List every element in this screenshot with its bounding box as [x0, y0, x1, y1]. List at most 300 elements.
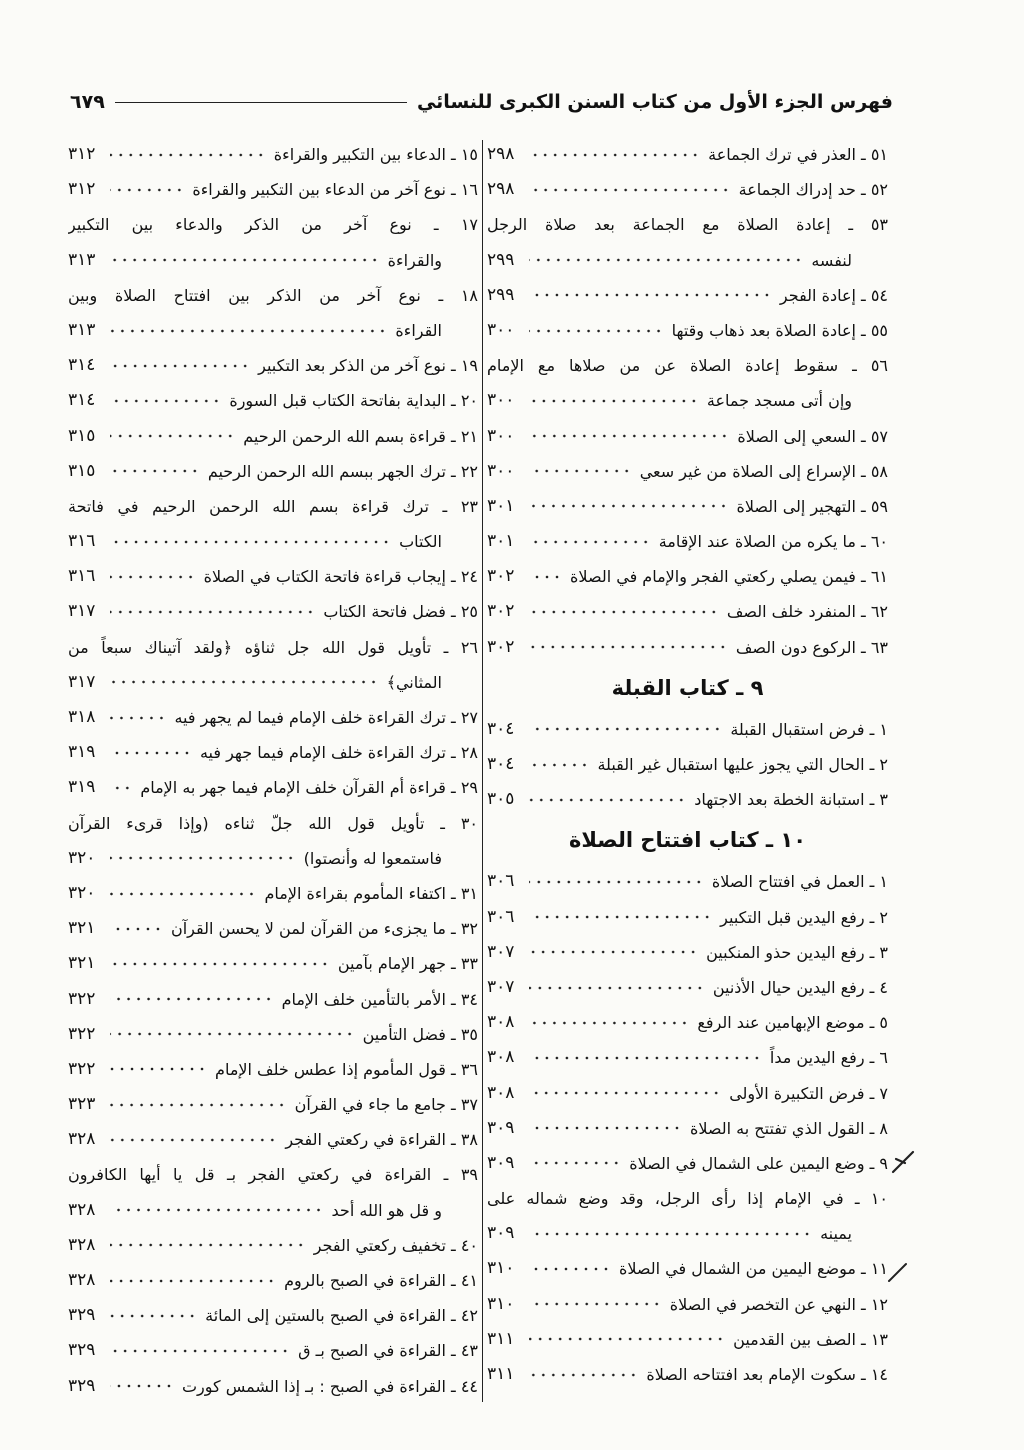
right-column — [487, 137, 888, 1392]
entry-title: ١٢ ـ النهي عن التخصر في الصلاة — [669, 1294, 888, 1314]
entry-title-line: ١٨ ـ نوع آخر من الذكر بين افتتاح الصلاة وبين — [68, 285, 478, 305]
entry-title: و قل هو الله أحد — [331, 1200, 442, 1220]
entry-title: ١٥ ـ الدعاء بين التكبير والقراءة — [273, 145, 478, 164]
entry-title: ٨ ـ القول الذي تفتتح به الصلاة — [689, 1118, 888, 1138]
header-rule — [115, 102, 407, 103]
entry-page: ٣٢٩ — [68, 1340, 96, 1361]
running-header — [70, 84, 893, 120]
entry-title: ٦١ ـ فيمن يصلي ركعتي الفجر والإمام في الصلاة — [570, 567, 888, 587]
dot-leader — [110, 1100, 287, 1110]
entry-row — [487, 594, 888, 629]
dot-leader — [529, 1088, 721, 1098]
index-entry — [487, 594, 888, 629]
entry-page: ٣٢١ — [68, 953, 96, 974]
entry-page: ٣٠٠ — [487, 390, 515, 411]
index-entry — [68, 489, 478, 559]
dot-leader — [529, 607, 719, 617]
entry-page: ٣٠٦ — [487, 871, 515, 892]
index-entry — [68, 700, 478, 735]
entry-title: المثاني﴾ — [386, 672, 442, 692]
index-entry — [68, 1263, 478, 1298]
entry-page: ٣٢٨ — [68, 1270, 96, 1290]
entry-title: ٢٤ ـ إيجاب قراءة فاتحة الكتاب في الصلاة — [203, 567, 478, 587]
entry-title: ١ ـ العمل في افتتاح الصلاة — [711, 872, 888, 892]
entry-page: ٣٠٨ — [487, 1047, 515, 1068]
dot-leader — [110, 607, 315, 617]
entry-page: ٣١٢ — [68, 179, 96, 200]
entry-page: ٣٠٢ — [487, 636, 515, 657]
dot-leader — [110, 748, 192, 758]
entry-row — [68, 876, 478, 911]
dot-leader — [110, 466, 200, 476]
entry-page: ٣١٩ — [68, 777, 96, 798]
index-entry — [68, 454, 478, 489]
index-entry — [487, 1076, 888, 1111]
index-entry — [68, 1298, 478, 1333]
entry-row — [487, 1076, 888, 1111]
entry-title: ٣٨ ـ القراءة في ركعتي الفجر — [285, 1130, 478, 1150]
entry-page: ٣١٨ — [68, 707, 96, 727]
index-entry — [68, 207, 478, 277]
index-entry — [68, 1333, 478, 1368]
entry-page: ٣١١ — [487, 1364, 515, 1384]
index-entry — [487, 489, 888, 524]
dot-leader — [110, 1029, 355, 1039]
entry-title: ١١ ـ موضع اليمين من الشمال في الصلاة — [618, 1259, 888, 1279]
entry-row — [68, 770, 478, 805]
entry-title: ٤ ـ رفع اليدين حيال الأذنين — [712, 977, 888, 997]
entry-page: ٣٠٩ — [487, 1223, 515, 1244]
index-entry — [68, 348, 478, 383]
entry-title: ٤١ ـ القراءة في الصبح بالروم — [284, 1271, 478, 1290]
dot-leader — [529, 983, 705, 993]
dot-leader — [529, 642, 728, 652]
entry-row — [68, 946, 478, 981]
entry-page: ٣٠٦ — [487, 906, 515, 927]
left-column — [68, 137, 478, 1404]
entry-page: ٣١٠ — [487, 1293, 515, 1314]
entry-title-line: ٥٣ ـ إعادة الصلاة مع الجماعة بعد صلاة الرجل — [487, 215, 888, 235]
dot-leader — [110, 255, 380, 265]
index-entry — [68, 770, 478, 805]
entry-page: ٣٢٢ — [68, 1058, 96, 1079]
entry-page: ٣٢٠ — [68, 882, 96, 903]
entry-row — [68, 348, 478, 383]
entry-page: ٢٩٨ — [487, 144, 515, 164]
dot-leader — [110, 185, 184, 195]
dot-leader — [110, 396, 221, 406]
entry-title: ٢١ ـ قراءة بسم الله الرحمن الرحيم — [243, 426, 478, 446]
entry-row — [68, 419, 478, 454]
entry-row — [68, 665, 478, 700]
dot-leader — [529, 1053, 762, 1063]
entry-title: ٢٨ ـ ترك القراءة خلف الإمام فيما جهر فيه — [199, 743, 478, 763]
dot-leader — [529, 1334, 725, 1344]
entry-page: ٣٠٠ — [487, 460, 515, 481]
index-entry — [487, 782, 888, 817]
entry-row — [487, 419, 888, 454]
entry-page: ٣٠٠ — [487, 425, 515, 446]
entry-title: ٣١ ـ اكتفاء المأموم بقراءة الإمام — [264, 883, 478, 903]
entry-row — [68, 700, 478, 735]
index-entry — [68, 1122, 478, 1157]
entry-page: ٣٠٤ — [487, 718, 515, 739]
entry-title: ٦٢ ـ المنفرد خلف الصف — [726, 602, 888, 622]
index-entry — [487, 900, 888, 935]
entry-title: ٢ ـ الحال التي يجوز عليها استقبال غير القبلة — [597, 755, 888, 774]
entry-title: ٢٥ ـ فضل فاتحة الكتاب — [323, 602, 478, 622]
entry-page: ٣٠٢ — [487, 601, 515, 622]
dot-leader — [529, 1123, 682, 1133]
index-entry — [487, 172, 888, 207]
dot-leader — [110, 853, 296, 863]
pen-check-mark-icon — [893, 1152, 913, 1172]
entry-row — [68, 524, 478, 559]
entry-row — [68, 1333, 478, 1368]
entry-title: ٥١ ـ العذر في ترك الجماعة — [708, 145, 888, 164]
dot-leader — [110, 889, 256, 899]
index-entry — [68, 278, 478, 348]
entry-row — [68, 841, 478, 876]
entry-row — [487, 524, 888, 559]
entry-row — [487, 712, 888, 747]
entry-title: ٣ ـ رفع اليدين حذو المنكبين — [706, 942, 888, 962]
entry-page: ٣١٢ — [68, 144, 96, 164]
entry-row — [487, 935, 888, 970]
entry-row — [68, 137, 478, 172]
dot-leader — [529, 537, 651, 547]
entry-row — [68, 313, 478, 348]
entry-page: ٣٠٧ — [487, 941, 515, 962]
entry-page: ٣١٦ — [68, 531, 96, 552]
entry-title: ٢٠ ـ البداية بفاتحة الكتاب قبل السورة — [229, 391, 478, 411]
entry-row — [68, 172, 478, 207]
index-entry — [68, 982, 478, 1017]
dot-leader — [529, 431, 729, 441]
entry-title: ٦ ـ رفع اليدين مداً — [769, 1048, 888, 1068]
pen-stroke-mark-icon — [889, 1264, 906, 1281]
entry-title: ٥٩ ـ التهجير إلى الصلاة — [736, 496, 888, 516]
dot-leader — [110, 677, 379, 687]
entry-title: ٥ ـ موضع الإبهامين عند الرفع — [697, 1013, 888, 1033]
entry-row — [487, 278, 888, 313]
index-entry — [487, 630, 888, 665]
entry-page: ٣٠٥ — [487, 789, 515, 810]
page-number: ٦٧٩ — [70, 91, 105, 113]
dot-leader — [529, 326, 664, 336]
entry-page: ٣١٣ — [68, 249, 96, 270]
entry-title: ٤٢ ـ القراءة في الصبح بالستين إلى المائة — [205, 1306, 478, 1326]
dot-leader — [529, 1370, 638, 1380]
dot-leader — [529, 1018, 689, 1028]
entry-page: ٣١٤ — [68, 390, 96, 411]
index-entry — [68, 594, 478, 629]
dot-leader — [529, 1264, 611, 1274]
index-entry — [68, 735, 478, 770]
entry-page: ٣١٦ — [68, 566, 96, 587]
dot-leader — [110, 924, 163, 934]
index-entry — [487, 935, 888, 970]
dot-leader — [110, 1381, 174, 1391]
entry-page: ٣٢٨ — [68, 1199, 96, 1220]
dot-leader — [110, 1240, 306, 1250]
entry-page: ٣٢٩ — [68, 1305, 96, 1326]
entry-row — [487, 243, 888, 278]
entry-page: ٣٠٨ — [487, 1012, 515, 1033]
entry-page: ٣١٣ — [68, 319, 96, 340]
dot-leader — [110, 1135, 277, 1145]
dot-leader — [529, 947, 698, 957]
entry-title-line: ٢٦ ـ تأويل قول الله جل ثناؤه ﴿ولقد آتيناك سبعاً من — [68, 637, 478, 657]
index-entry — [487, 1322, 888, 1357]
entry-page: ٣٢٨ — [68, 1129, 96, 1150]
entry-page: ٣١٩ — [68, 742, 96, 763]
entry-row — [487, 559, 888, 594]
entry-row — [487, 454, 888, 489]
entry-title: ٣ ـ استبانة الخطة بعد الاجتهاد — [694, 790, 888, 810]
entry-row — [68, 1052, 478, 1087]
index-entry — [487, 1040, 888, 1075]
dot-leader — [529, 1158, 621, 1168]
entry-page: ٣١٠ — [487, 1258, 515, 1279]
entry-title: ١٦ ـ نوع آخر من الدعاء بين التكبير والقراءة — [192, 180, 478, 200]
entry-title: ٤٤ ـ القراءة في الصبح : بـ إذا الشمس كورت — [181, 1376, 478, 1396]
index-entry — [487, 207, 888, 277]
entry-title-line: ٢٣ ـ ترك قراءة بسم الله الرحمن الرحيم في فاتحة — [68, 496, 478, 516]
index-entry — [68, 1052, 478, 1087]
index-entry — [68, 1369, 478, 1404]
column-divider — [482, 140, 483, 1402]
entry-row — [487, 630, 888, 665]
dot-leader — [110, 713, 166, 723]
index-entry — [487, 970, 888, 1005]
dot-leader — [529, 760, 589, 770]
entry-row — [487, 747, 888, 782]
dot-leader — [110, 1064, 207, 1074]
entry-row — [487, 1111, 888, 1146]
entry-title: ١٩ ـ نوع آخر من الذكر بعد التكبير — [258, 356, 478, 376]
index-entry — [487, 348, 888, 418]
index-entry — [68, 946, 478, 981]
entry-row — [487, 383, 888, 418]
entry-page: ٣٠١ — [487, 531, 515, 552]
running-header-title: فهرس الجزء الأول من كتاب السنن الكبرى للنسائي — [416, 91, 893, 113]
entry-row — [68, 243, 478, 278]
index-entry — [487, 137, 888, 172]
dot-leader — [110, 150, 266, 160]
index-entry — [68, 630, 478, 700]
index-entry — [487, 278, 888, 313]
entry-row — [68, 594, 478, 629]
dot-leader — [110, 572, 196, 582]
entry-row — [487, 782, 888, 817]
entry-row — [487, 1322, 888, 1357]
entry-row — [68, 1017, 478, 1052]
index-entry — [487, 712, 888, 747]
entry-row — [68, 559, 478, 594]
entry-title: ٧ ـ فرض التكبيرة الأولى — [729, 1083, 888, 1103]
index-entry — [68, 383, 478, 418]
index-entry — [487, 1181, 888, 1251]
entry-page: ٣٢٣ — [68, 1094, 96, 1115]
entry-row — [487, 1287, 888, 1322]
dot-leader — [529, 572, 562, 582]
entry-title: ٦٠ ـ ما يكره من الصلاة عند الإقامة — [658, 532, 888, 552]
entry-row — [487, 900, 888, 935]
entry-title: ٣٦ ـ قول المأموم إذا عطس خلف الإمام — [215, 1059, 478, 1079]
entry-page: ٣٠٩ — [487, 1152, 515, 1173]
entry-page: ٢٩٨ — [487, 179, 515, 200]
entry-row — [68, 383, 478, 418]
entry-row — [487, 1040, 888, 1075]
entry-row — [487, 172, 888, 207]
entry-page: ٣١٥ — [68, 425, 96, 446]
entry-page: ٣١٥ — [68, 460, 96, 481]
dot-leader — [529, 1229, 812, 1239]
entry-title: ٥٨ ـ الإسراع إلى الصلاة من غير سعي — [639, 461, 888, 481]
entry-page: ٣١١ — [487, 1328, 515, 1349]
chapter-heading: ١٠ ـ كتاب افتتاح الصلاة — [568, 828, 807, 853]
entry-page: ٣٢٠ — [68, 847, 96, 868]
entry-title: فاستمعوا له وأنصتوا) — [303, 848, 442, 868]
dot-leader — [529, 1299, 662, 1309]
entry-title-line: ١٠ ـ في الإمام إذا رأى الرجل، وقد وضع شماله على — [487, 1189, 888, 1209]
index-entry — [487, 1357, 888, 1392]
entry-page: ٣٢١ — [68, 918, 96, 939]
entry-row — [487, 970, 888, 1005]
entry-row — [68, 1263, 478, 1298]
entry-title: ٥٢ ـ حد إدراك الجماعة — [738, 180, 888, 200]
entry-title: يمينه — [820, 1224, 852, 1244]
index-entry — [68, 137, 478, 172]
dot-leader — [529, 795, 686, 805]
entry-page: ٢٩٩ — [487, 249, 515, 270]
entry-page: ٣٠١ — [487, 495, 515, 516]
entry-page: ٣٠٢ — [487, 566, 515, 587]
dot-leader — [529, 912, 712, 922]
entry-title: والقراءة — [387, 250, 442, 270]
entry-title: ٥٥ ـ إعادة الصلاة بعد ذهاب وقتها — [671, 320, 888, 340]
index-entry — [487, 864, 888, 899]
index-entry — [487, 1146, 888, 1181]
entry-page: ٣٢٢ — [68, 1023, 96, 1044]
entry-row — [487, 1005, 888, 1040]
entry-title: القراءة — [395, 320, 442, 340]
entry-row — [68, 1228, 478, 1263]
entry-row — [68, 454, 478, 489]
entry-page: ٣٢٩ — [68, 1375, 96, 1396]
index-entry — [487, 1287, 888, 1322]
dot-leader — [529, 466, 632, 476]
entry-page: ٣٠٤ — [487, 754, 515, 774]
entry-row — [487, 1216, 888, 1251]
entry-title: ٢٢ ـ ترك الجهر ببسم الله الرحمن الرحيم — [207, 461, 478, 481]
entry-title: ٣٢ ـ ما يجزىء من القرآن لمن لا يحسن القرآن — [170, 919, 478, 939]
entry-row — [68, 735, 478, 770]
dot-leader — [110, 326, 387, 336]
entry-page: ٣٠٨ — [487, 1082, 515, 1103]
index-entry — [487, 524, 888, 559]
entry-row — [487, 1146, 888, 1181]
dot-leader — [110, 1276, 276, 1286]
entry-title: ٦٣ ـ الركوع دون الصف — [735, 637, 888, 657]
entry-page: ٢٩٩ — [487, 284, 515, 305]
entry-row — [68, 1122, 478, 1157]
dot-leader — [529, 396, 699, 406]
entry-title: ٢ ـ رفع اليدين قبل التكبير — [720, 907, 888, 927]
index-entry — [487, 1005, 888, 1040]
dot-leader — [110, 361, 250, 371]
entry-title-line: ٣٠ ـ تأويل قول الله جلّ ثناءه (وإذا قرىء القرآن — [68, 813, 478, 833]
dot-leader — [529, 724, 722, 734]
index-entry — [487, 419, 888, 454]
entry-row — [68, 1298, 478, 1333]
index-entry — [68, 876, 478, 911]
entry-row — [487, 313, 888, 348]
index-entry — [487, 313, 888, 348]
entry-title: وإن أتى مسجد جماعة — [706, 391, 852, 411]
index-entry — [68, 911, 478, 946]
entry-title-line: ١٧ ـ نوع آخر من الذكر والدعاء بين التكبير — [68, 215, 478, 235]
entry-title: ١ ـ فرض استقبال القبلة — [730, 719, 888, 739]
entry-row — [68, 982, 478, 1017]
dot-leader — [529, 185, 731, 195]
entry-title: الكتاب — [399, 532, 442, 552]
entry-title: ١٤ ـ سكوت الإمام بعد افتتاحه الصلاة — [646, 1365, 888, 1384]
index-entry — [487, 559, 888, 594]
dot-leader — [110, 1205, 324, 1215]
dot-leader — [110, 431, 235, 441]
entry-title: ٤٠ ـ تخفيف ركعتي الفجر — [313, 1235, 478, 1255]
entry-page: ٣٠٧ — [487, 976, 515, 997]
entry-row — [487, 864, 888, 899]
index-entry — [68, 1017, 478, 1052]
entry-title: ٢٩ ـ قراءة أم القرآن خلف الإمام فيما جهر به الإمام — [140, 778, 478, 798]
entry-page: ٣٢٢ — [68, 988, 96, 1009]
entry-row — [68, 911, 478, 946]
entry-title-line: ٥٦ ـ سقوط إعادة الصلاة عن من صلاها مع الإمام — [487, 356, 888, 376]
entry-row — [487, 137, 888, 172]
entry-row — [68, 1193, 478, 1228]
entry-page: ٣١٧ — [68, 601, 96, 622]
entry-title: ٥٤ ـ إعادة الفجر — [779, 285, 888, 305]
dot-leader — [529, 501, 728, 511]
index-entry — [487, 747, 888, 782]
index-entry — [68, 1087, 478, 1122]
dot-leader — [110, 994, 274, 1004]
entry-row — [487, 489, 888, 524]
chapter-heading: ٩ ـ كتاب القبلة — [611, 675, 764, 700]
entry-title: ٥٧ ـ السعي إلى الصلاة — [737, 426, 888, 446]
dot-leader — [529, 290, 772, 300]
entry-page: ٣٠٩ — [487, 1117, 515, 1138]
index-entry — [68, 1228, 478, 1263]
entry-row — [68, 1087, 478, 1122]
index-entry — [68, 172, 478, 207]
dot-leader — [529, 150, 700, 160]
index-entry — [68, 419, 478, 454]
entry-row — [487, 1251, 888, 1286]
index-entry — [487, 454, 888, 489]
entry-title: ٩ ـ وضع اليمين على الشمال في الصلاة — [629, 1153, 888, 1173]
entry-title: ٣٥ ـ فضل التأمين — [362, 1024, 478, 1044]
index-entry — [68, 806, 478, 876]
entry-page: ٣١٧ — [68, 671, 96, 692]
entry-page: ٣٢٨ — [68, 1234, 96, 1255]
entry-title: لنفسه — [811, 250, 852, 270]
entry-page: ٣٠٠ — [487, 319, 515, 340]
entry-title: ٢٧ ـ ترك القراءة خلف الإمام فيما لم يجهر فيه — [174, 708, 478, 727]
